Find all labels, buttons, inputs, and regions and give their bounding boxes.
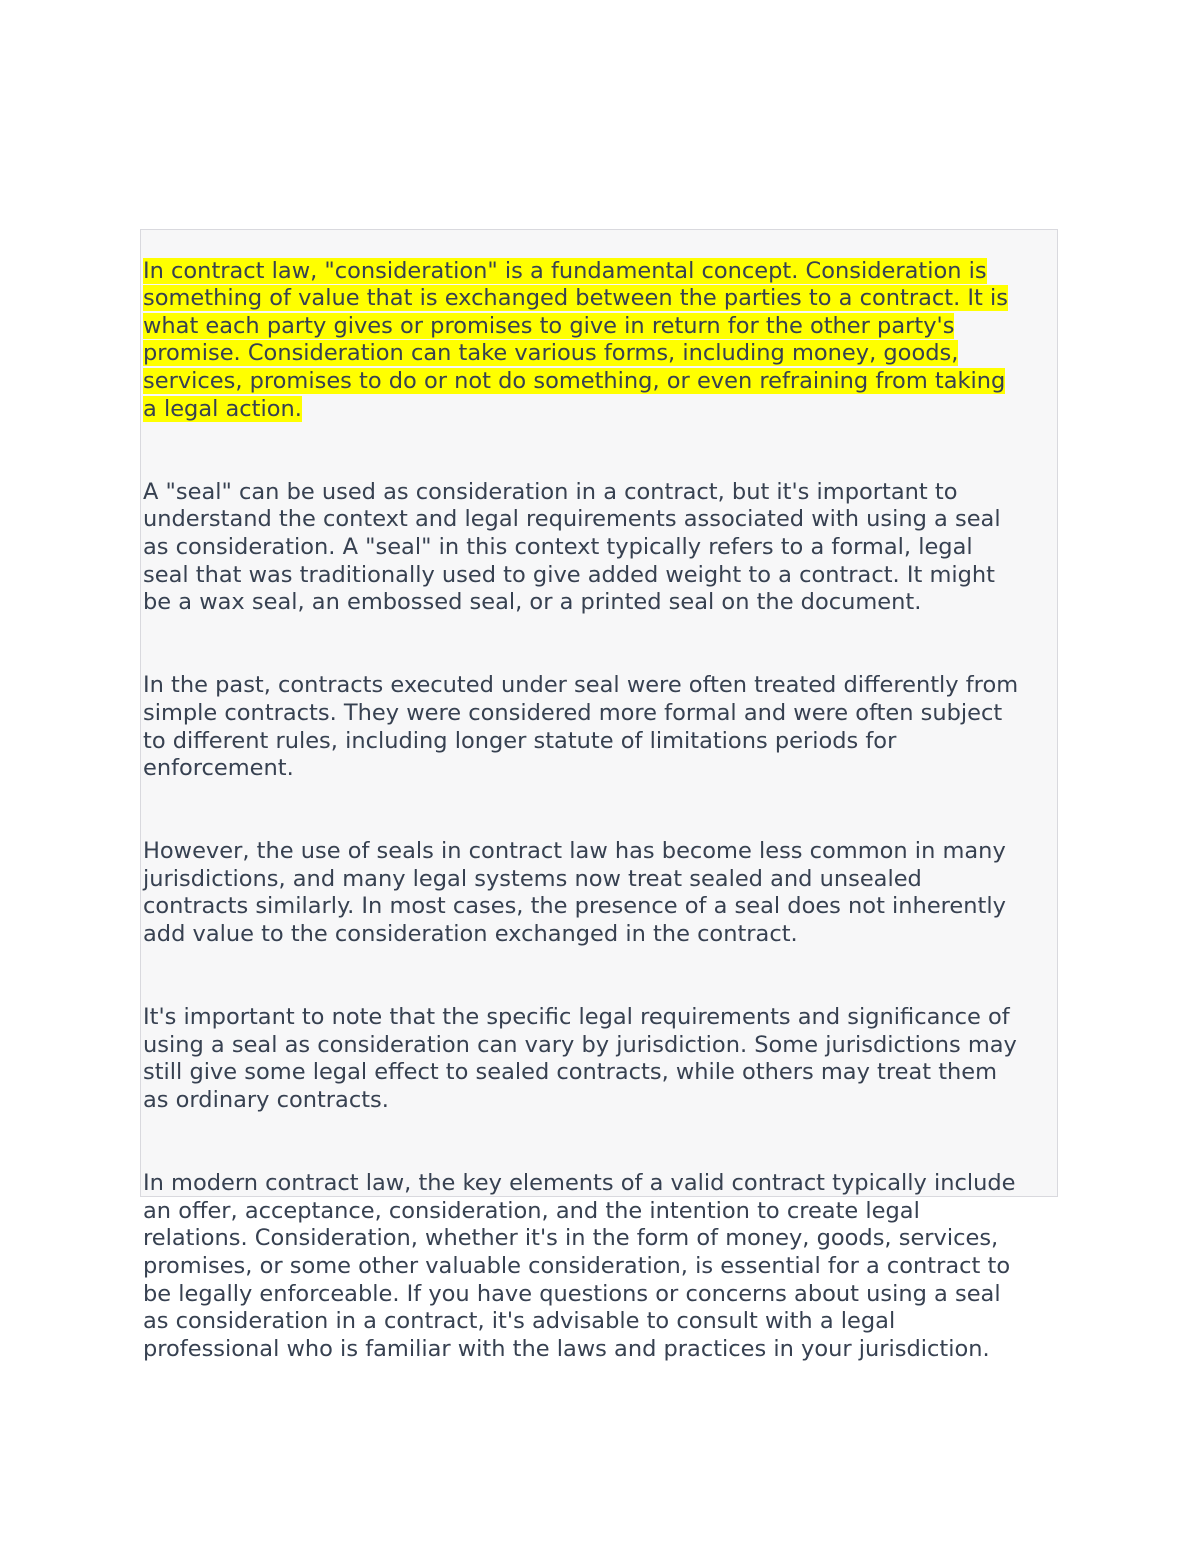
paragraph-4: However, the use of seals in contract law has become less common in many jurisdictions, and many legal systems now treat sealed and unsealed contracts similarly. In most cases, the presence of a seal does not inherently add value to the consideration exchanged in the contract. bbox=[143, 838, 1006, 948]
paragraph-3: In the past, contracts executed under seal were often treated differently from simple contracts. They were considered more formal and were often subject to different rules, including longer statute of limitations periods for enforcement. bbox=[143, 672, 1019, 782]
paragraph-2: A "seal" can be used as consideration in a contract, but it's important to understand the context and legal requirements associated with using a seal as consideration. A "seal" in this context typically refers to a formal, legal seal that was traditionally used to give added weight to a contract. It might be a wax seal, an embossed seal, or a printed seal on the document. bbox=[143, 478, 1001, 616]
text-block bbox=[140, 229, 1058, 1362]
paragraph-1 bbox=[143, 258, 1061, 424]
paragraph-5: It's important to note that the specific legal requirements and significance of using a seal as consideration can vary by jurisdiction. Some jurisdictions may still give some legal effect to sealed contracts, while others may treat them as ordinary contracts. bbox=[143, 1004, 1017, 1114]
highlighted-text: In contract law, "consideration" is a fundamental concept. Consideration is something of value that is exchanged between the parties to a contract. It is what each party gives or promises to give in return for the other party's promise. Consideration can take various forms, including money, goods, services, promises to do or not do something, or even refraining from taking a legal action. bbox=[143, 257, 1008, 422]
paragraph-6: In modern contract law, the key elements of a valid contract typically include an offer, acceptance, consideration, and the intention to create legal relations. Consideration, whether it's in the form of money, goods, services, promises, or some other valuable consideration, is essential for a contract to be legally enforceable. If you have questions or concerns about using a seal as consideration in a contract, it's advisable to consult with a legal professional who is familiar with the laws and practices in your jurisdiction. bbox=[143, 1170, 1016, 1362]
document-text bbox=[143, 230, 1061, 1419]
